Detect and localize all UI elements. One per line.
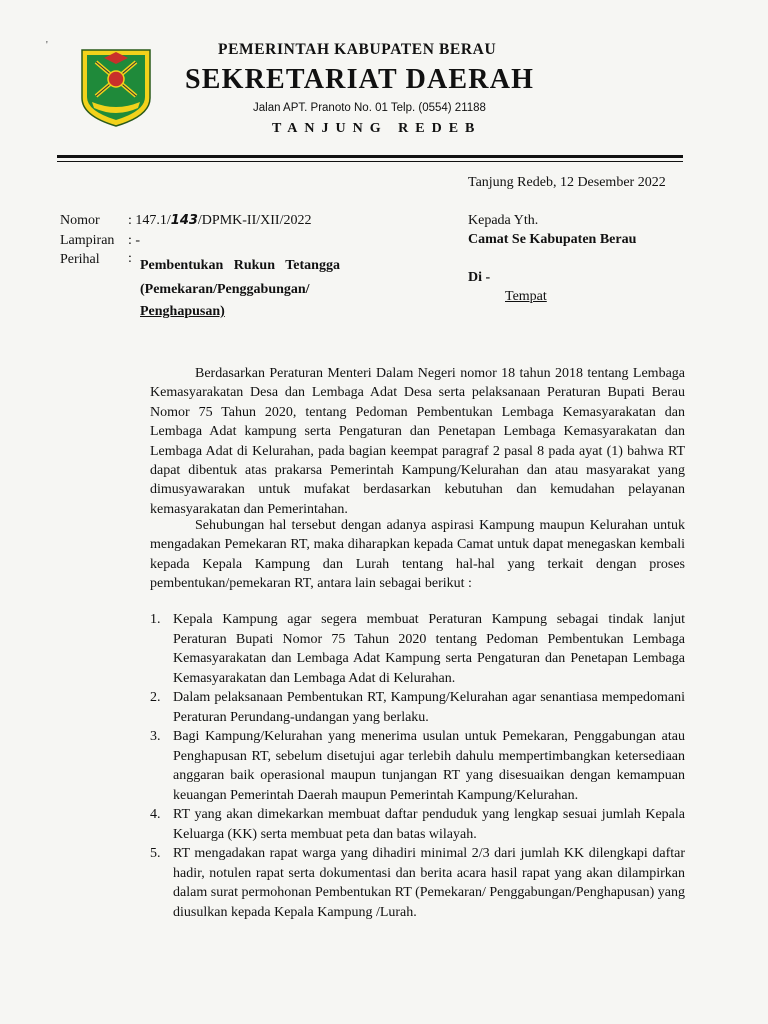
header-government: PEMERINTAH KABUPATEN BERAU bbox=[218, 41, 497, 58]
list-item-text: RT yang akan dimekarkan membuat daftar penduduk yang lengkap sesuai jumlah Kepala Keluarga (KK) serta membuat peta dan batas wilayah. bbox=[173, 807, 685, 842]
perihal-colon: : bbox=[128, 251, 132, 266]
perihal-line-1: Pembentukan Rukun Tetangga bbox=[140, 258, 340, 273]
list-item bbox=[150, 688, 685, 727]
body-paragraph-1: Berdasarkan Peraturan Menteri Dalam Negeri nomor 18 tahun 2018 tentang Lembaga Kemasyarakatan Desa dan Lembaga Adat Desa serta pelaksanaan Peraturan Bupati Berau Nomor 75 Tahun 2020, tentang Pedoman Pembentukan Lembaga Kemasyarakatan dan Lembaga Adat kampung serta Pengaturan dan Penetapan Lembaga Kemasyarakatan dan Lembaga Adat di Kelurahan, pada bagian keempat paragraf 2 pasal 8 pada ayat (1) bahwa RT dapat dibentuk atas prakarsa Pemerintah Kampung/Kelurahan dan atau masyarakat yang dimusyawarakan untuk mufakat berdasarkan kebutuhan dan kemudahan pelayanan kemasyarakatan dan Pemerintahan. bbox=[150, 366, 685, 517]
list-item-text: Kepala Kampung agar segera membuat Peraturan Kampung sebagai tindak lanjut Peraturan Bupati Nomor 75 Tahun 2020 tentang Pedoman Pembentukan Lembaga Kemasyarakatan dan Lembaga Adat Kampung serta Pengaturan dan Penetapan Lembaga Kemasyarakatan dan Lembaga Adat di Kelurahan. bbox=[173, 612, 685, 686]
recipient-name: Camat Se Kabupaten Berau bbox=[468, 232, 637, 247]
list-item bbox=[150, 727, 685, 805]
header-address: Jalan APT. Pranoto No. 01 Telp. (0554) 21188 bbox=[253, 102, 486, 114]
list-item-number: 2. bbox=[150, 690, 161, 705]
list-item-number: 1. bbox=[150, 612, 161, 627]
scan-mark: ' bbox=[46, 40, 48, 51]
nomor-suffix: /DPMK-II/XII/2022 bbox=[197, 213, 312, 228]
perihal-label: Perihal bbox=[60, 252, 100, 267]
list-item-text: Dalam pelaksanaan Pembentukan RT, Kampung/Kelurahan agar senantiasa mempedomani Peraturan Perundang-undangan yang berlaku. bbox=[173, 690, 685, 725]
list-item-number: 5. bbox=[150, 846, 161, 861]
header-city: TANJUNG REDEB bbox=[272, 121, 482, 136]
list-item-number: 4. bbox=[150, 807, 161, 822]
instruction-list bbox=[150, 610, 685, 922]
nomor-value bbox=[128, 213, 311, 229]
list-item bbox=[150, 805, 685, 844]
nomor-prefix: : 147.1/ bbox=[128, 213, 171, 228]
perihal-line-2: (Pemekaran/Penggabungan/ bbox=[140, 282, 310, 297]
nomor-label: Nomor bbox=[60, 213, 100, 228]
body-paragraph-2: Sehubungan hal tersebut dengan adanya aspirasi Kampung maupun Kelurahan untuk mengadakan Pemekaran RT, maka diharapkan kepada Camat untuk dapat menegaskan kembali kepada Kepala Kampung dan Lurah tentang hal-hal yang terkait dengan proses pembentukan/pemekaran RT, antara lain sebagai berikut : bbox=[150, 518, 685, 592]
header-divider-thick bbox=[57, 155, 683, 158]
list-item bbox=[150, 610, 685, 688]
nomor-handwritten: 143 bbox=[170, 213, 198, 228]
list-item-text: RT mengadakan rapat warga yang dihadiri minimal 2/3 dari jumlah KK dilengkapi daftar hadir, notulen rapat serta dokumentasi dan berita acara hasil rapat yang akan dilampirkan dalam surat permohonan Pembentukan RT (Pemekaran/ Penggabungan/Penghapusan) yang diusulkan kepada Kepala Kampung /Lurah. bbox=[173, 846, 685, 920]
letter-date: Tanjung Redeb, 12 Desember 2022 bbox=[468, 175, 666, 190]
header-divider-thin bbox=[57, 161, 683, 162]
lampiran-value: : - bbox=[128, 233, 141, 248]
perihal-line-3: Penghapusan) bbox=[140, 304, 225, 319]
list-item-text: Bagi Kampung/Kelurahan yang menerima usulan untuk Pemekaran, Penggabungan atau Penghapusan RT, sebelum disetujui agar terlebih dahulu mempertimbangkan ketersediaan anggaran baik operasional maupun tunjangan RT yang disesuaikan dengan kemampuan keuangan Pemerintah Daerah maupun Pemerintah Kampung/Kelurahan. bbox=[173, 729, 685, 803]
berau-coat-of-arms-icon bbox=[78, 46, 154, 128]
recipient-place: Tempat bbox=[505, 289, 547, 304]
list-item bbox=[150, 844, 685, 922]
list-item-number: 3. bbox=[150, 729, 161, 744]
lampiran-label: Lampiran bbox=[60, 233, 115, 248]
header-secretariat: SEKRETARIAT DAERAH bbox=[185, 64, 535, 95]
recipient-salutation: Kepada Yth. bbox=[468, 213, 539, 228]
recipient-di: Di - bbox=[468, 270, 491, 285]
